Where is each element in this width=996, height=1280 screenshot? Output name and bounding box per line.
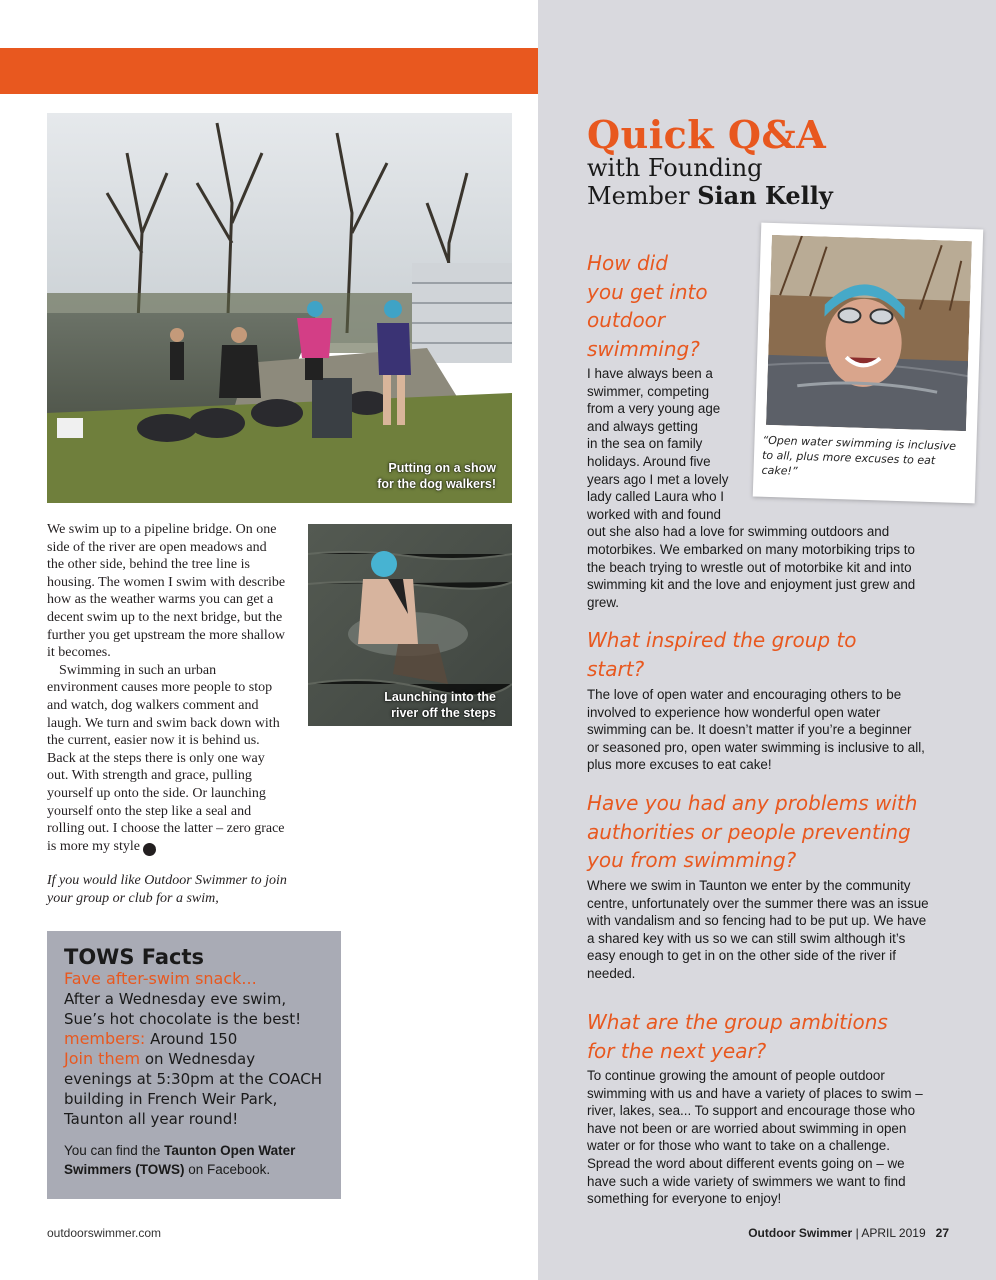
answer-1-line: lady called Laura who I — [587, 489, 724, 505]
answer-1 — [587, 365, 932, 611]
bottom-photo-caption: Launching into the river off the steps — [384, 690, 496, 720]
answer-1-line: and always getting — [587, 418, 698, 434]
answer-1-continued: out she also had a love for swimming outdoors and motorbikes. We embarked on many motorbiking trips to the beach trying to wrestle out of motorbike kit and into swimming kit and the love and enjoyment just grew and grew. — [587, 524, 916, 610]
answer-1-line: in the sea on family — [587, 436, 703, 452]
facebook-note: You can find the Taunton Open Water Swimmers (TOWS) on Facebook. — [64, 1143, 296, 1177]
tows-facts-box — [47, 931, 341, 1199]
question-3: Have you had any problems with authorities or people preventing you from swimming? — [587, 791, 918, 872]
question-2: What inspired the group to start? — [587, 628, 857, 681]
footer-website: outdoorswimmer.com — [47, 1226, 162, 1240]
members-text: Around 150 — [150, 1030, 238, 1048]
join-label: Join them — [64, 1049, 141, 1068]
snack-text: After a Wednesday eve swim, Sue’s hot chocolate is the best! — [64, 990, 302, 1028]
answer-1-line: holidays. Around five — [587, 453, 711, 469]
question-4: What are the group ambitions for the next year? — [587, 1010, 888, 1063]
snack-label: Fave after-swim snack... — [64, 969, 257, 988]
answer-4: To continue growing the amount of people outdoor swimming with us and have a variety of places to swim – river, lakes, sea... To support and encourage those who have not been or are worried about swimming in open water or for those who want to take on a challenge. Spread the word about different events going on – we have such a wide variety of swimmers we want to find something for everyone to enjoy! — [587, 1068, 923, 1207]
top-photo-caption: Putting on a show for the dog walkers! — [377, 461, 496, 491]
answer-1-line: worked with and found — [587, 506, 721, 522]
header-color-bar — [0, 48, 538, 94]
end-of-article-icon: OS — [143, 843, 156, 856]
join-text: on Wednesday evenings at 5:30pm at the COACH building in French Weir Park, Taunton all year round! — [64, 1050, 323, 1128]
qa-title: Quick Q&A — [587, 112, 827, 157]
article-italic-note: If you would like Outdoor Swimmer to join your group or club for a swim, — [47, 873, 287, 906]
question-1: How did you get into outdoor swimming? — [587, 251, 708, 361]
answer-2: The love of open water and encouraging others to be involved to experience how wonderful open water swimming can be. It doesn’t matter if you’re a beginner or seasoned pro, open water swimming is inclusive to all, plus more excuses to eat cake! — [587, 687, 925, 773]
answer-1-line: from a very young age — [587, 401, 721, 417]
members-label: members: — [64, 1029, 146, 1048]
answer-1-line: swimmer, competing — [587, 383, 710, 399]
polaroid-caption: “Open water swimming is inclusive to all, plus more excuses to eat cake!” — [761, 433, 957, 478]
answer-1-line: years ago I met a lovely — [587, 471, 729, 487]
left-article-body — [47, 521, 287, 856]
article-paragraph-2: Swimming in such an urban environment causes more people to stop and watch, dog walkers comment and laugh. We turn and swim back down with the current, easier now it is behind us. Back at the steps there is only one way out. With strength and grace, pulling yourself up onto the side. Or launching yourself onto the step like a seal and rolling out. I choose the latter – zero grace is more my style OS — [47, 662, 285, 854]
article-paragraph-1: We swim up to a pipeline bridge. On one side of the river are open meadows and the other side, behind the tree line is housing. The women I swim with describe how as the weather warms you can get a decent swim up to the next bridge, but the further you get upstream the more shallow it becomes. — [47, 522, 286, 661]
swimmers-riverbank-photo — [47, 113, 512, 503]
qa-subtitle: with Founding Member Sian Kelly — [587, 154, 833, 210]
answer-3: Where we swim in Taunton we enter by the community centre, unfortunately over the summer there was an issue with vandalism and so fencing had to be put up. We have a shared key with us so we can still swim although it’s easy enough to get in on the other side of the river if needed. — [587, 878, 929, 981]
facts-title: TOWS Facts — [64, 945, 205, 969]
answer-1-line: I have always been a — [587, 366, 713, 381]
footer-issue: Outdoor Swimmer | APRIL 2019 27 — [748, 1226, 949, 1240]
answer-1-narrow-lines — [587, 365, 757, 523]
